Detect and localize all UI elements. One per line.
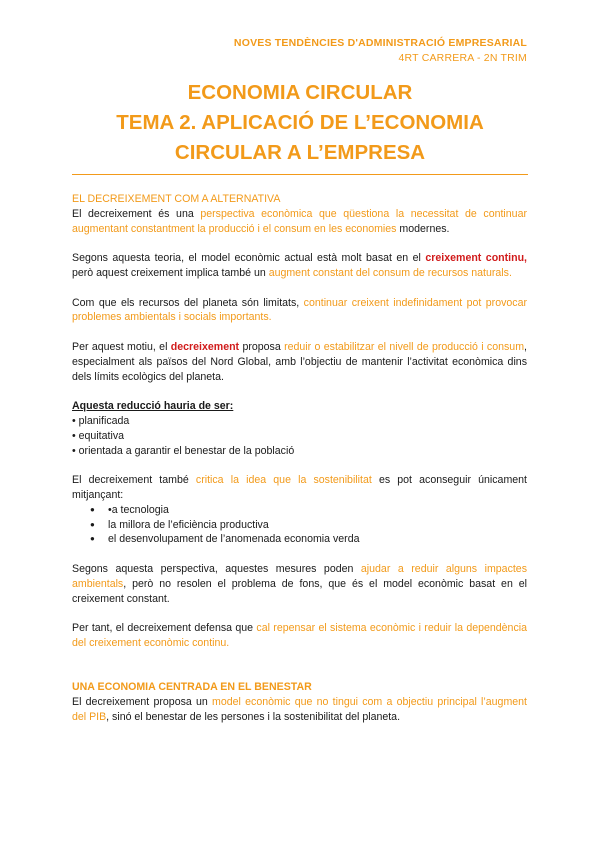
text: modernes. [396, 222, 450, 235]
text: però aquest creixement implica també un [72, 266, 269, 279]
highlight-text: continuar creixent indefinidament pot provocar problemes ambientals i socials importants. [72, 296, 527, 324]
means-list [72, 503, 527, 547]
text: Com que els recursos del planeta són limitats, [72, 296, 304, 309]
highlight-text: ajudar a reduir alguns impactes ambientals [72, 562, 527, 590]
text: proposa [239, 340, 285, 353]
list-item: ● la millora de l’eficiència productiva [94, 518, 527, 533]
paragraph [72, 473, 527, 503]
paragraph [72, 340, 527, 384]
document-body [72, 192, 527, 725]
paragraph [72, 695, 527, 725]
header-term: 4RT CARRERA - 2N TRIM [398, 52, 527, 64]
section-heading-decreixement: EL DECREIXEMENT COM A ALTERNATIVA [72, 193, 281, 205]
highlight-text: augment constant del consum de recursos naturals. [268, 266, 512, 279]
highlight-text: perspectiva econòmica que qüestiona la necessitat de continuar augmentant constantment la producció i el consum en les economies [72, 207, 527, 235]
text: es pot aconseguir únicament mitjançant: [72, 474, 527, 501]
paragraph [72, 207, 527, 237]
title-line-1: ECONOMIA CIRCULAR [187, 81, 413, 104]
highlight-text: cal repensar el sistema econòmic i reduir la dependència del creixement econòmic continu. [72, 622, 527, 649]
list-item: • planificada [72, 414, 130, 427]
emphasis-text: decreixement [170, 340, 240, 353]
section-heading-benestar: UNA ECONOMIA CENTRADA EN EL BENESTAR [72, 681, 312, 694]
text: , sinó el benestar de les persones i la sostenibilitat del planeta. [106, 710, 401, 723]
text: Per aquest motiu, el [72, 340, 171, 353]
list-item: ● el desenvolupament de l’anomenada economia verda [94, 532, 527, 547]
list-item: • equitativa [72, 429, 125, 442]
reduction-list [72, 414, 527, 458]
text: El decreixement proposa un [72, 696, 213, 709]
title-divider [72, 174, 528, 175]
header-course: NOVES TENDÈNCIES D'ADMINISTRACIÓ EMPRESARIAL [233, 37, 527, 49]
title-line-3: CIRCULAR A L’EMPRESA [174, 141, 426, 164]
highlight-text: reduir o estabilitzar el nivell de producció i consum [284, 340, 525, 353]
text: El decreixement és una [72, 207, 201, 220]
reduction-heading: Aquesta reducció hauria de ser: [72, 400, 234, 413]
paragraph [72, 296, 527, 326]
text: El decreixement també [72, 474, 196, 487]
highlight-text: critica la idea que la sostenibilitat [195, 474, 372, 487]
highlight-text: model econòmic que no tingui com a objectiu principal l’augment del PIB [72, 696, 527, 723]
text: Segons aquesta perspectiva, aquestes mesures poden [72, 562, 361, 575]
paragraph [72, 562, 527, 606]
text: , especialment als països del Nord Global, amb l’objectiu de mantenir l’activitat econòmica dins dels límits ecològics del planeta. [72, 340, 527, 383]
text: , però no resolen el problema de fons, que és el model econòmic basat en el creixement constant. [72, 577, 527, 605]
paragraph [72, 621, 527, 651]
list-item: ● •a tecnologia [94, 503, 527, 518]
page-title [72, 78, 528, 168]
text: Segons aquesta teoria, el model econòmic actual està molt basat en el [72, 252, 426, 265]
title-line-2: TEMA 2. APLICACIÓ DE L’ECONOMIA [116, 111, 484, 134]
emphasis-text: creixement continu, [425, 252, 527, 265]
text: Per tant, el decreixement defensa que [72, 622, 257, 635]
list-item: • orientada a garantir el benestar de la població [72, 444, 295, 457]
paragraph [72, 251, 527, 281]
